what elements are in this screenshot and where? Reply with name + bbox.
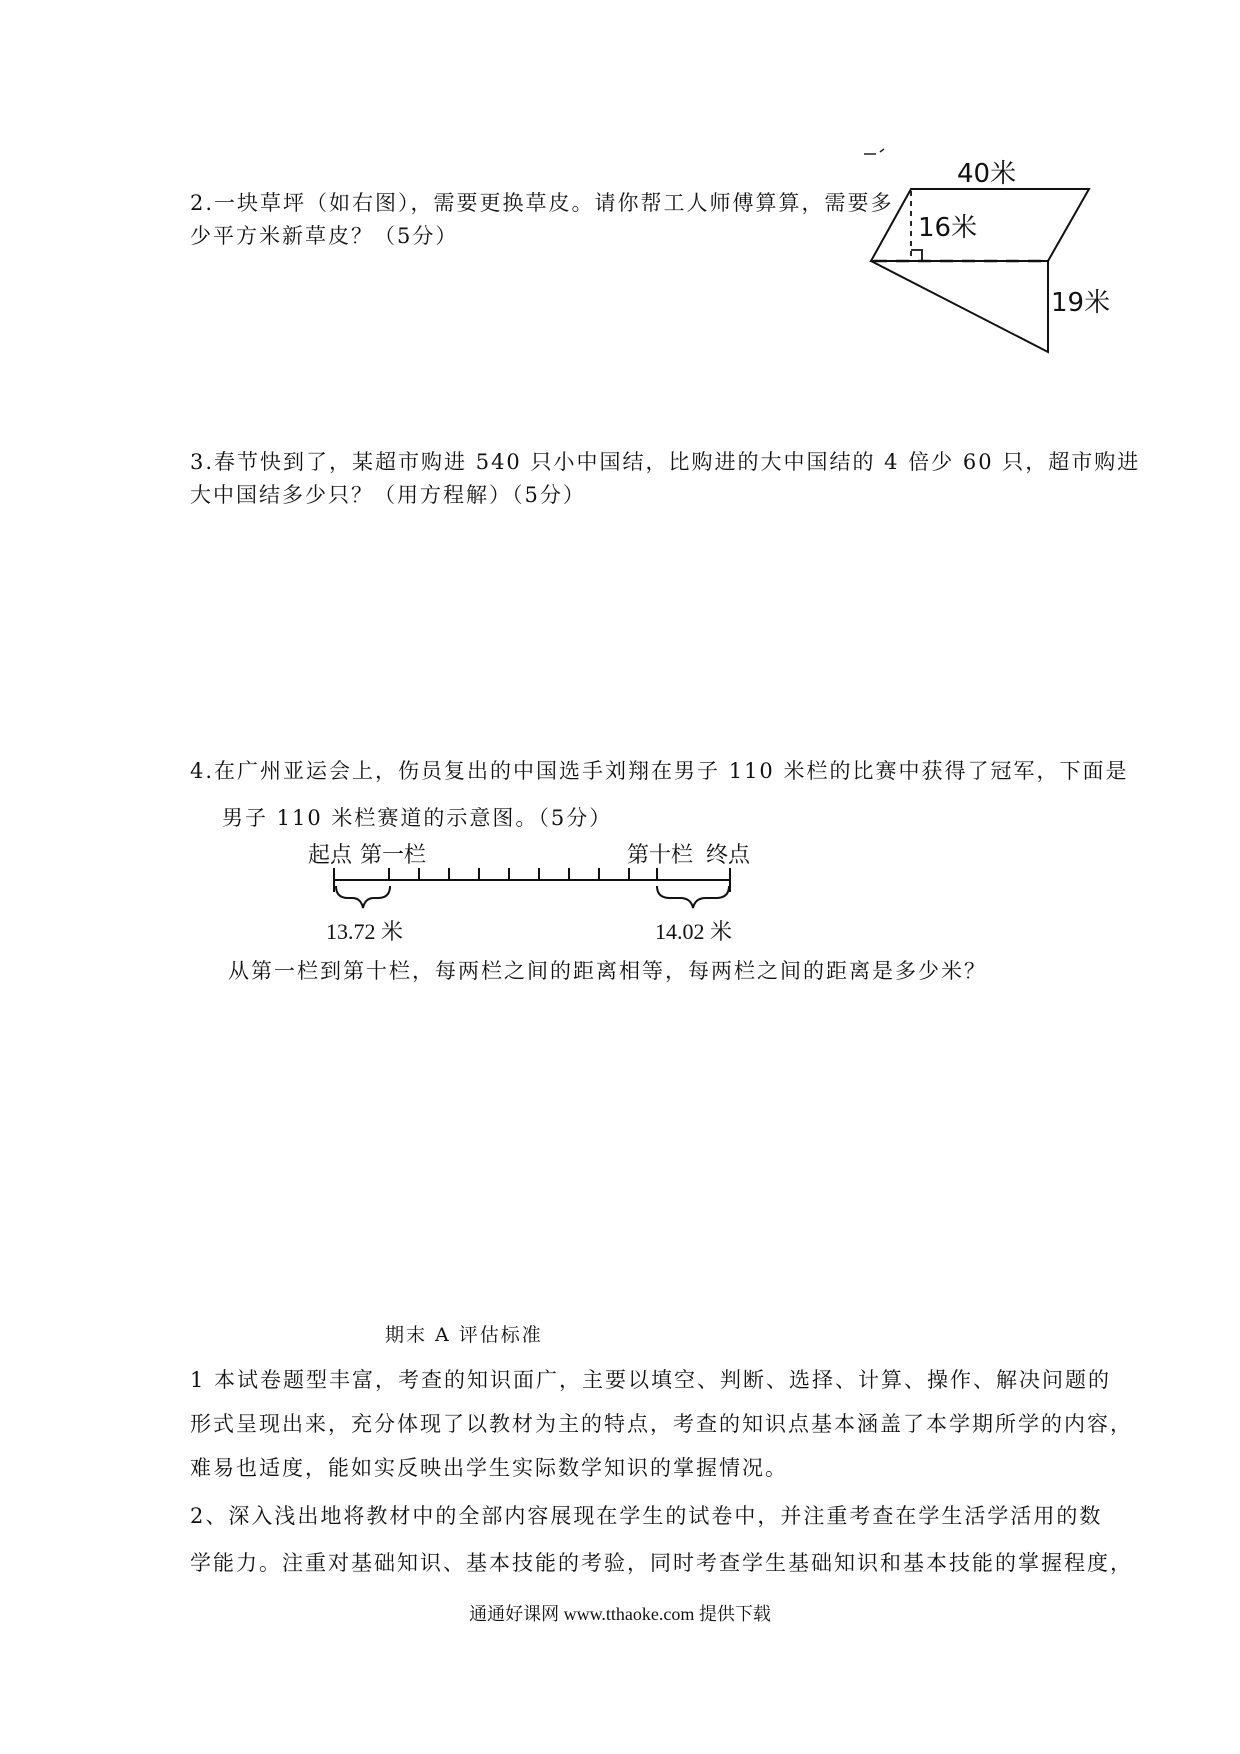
problem-2-line-2: 少平方米新草皮？（5分）: [190, 224, 459, 248]
problem-4-line-1: 4.在广州亚运会上，伤员复出的中国选手刘翔在男子 110 米栏的比赛中获得了冠军，下面是: [190, 759, 1129, 783]
evaluation-title: 期末 A 评估标准: [385, 1324, 543, 1346]
track-right-distance: 14.02 米: [655, 919, 733, 944]
label-19m: 19米: [1051, 288, 1111, 318]
evaluation-line-5: 学能力。注重对基础知识、基本技能的考验，同时考查学生基础知识和基本技能的掌握程度，: [190, 1551, 1133, 1575]
evaluation-line-2: 形式呈现出来，充分体现了以教材为主的特点，考查的知识点基本涵盖了本学期所学的内容，: [190, 1412, 1133, 1436]
problem-3-line-2: 大中国结多少只？（用方程解）（5分）: [190, 483, 586, 507]
track-left-distance: 13.72 米: [326, 919, 404, 944]
right-brace: [657, 886, 729, 908]
label-16m: 16米: [918, 213, 978, 243]
left-brace: [336, 886, 390, 908]
evaluation-line-3: 难易也适度，能如实反映出学生实际数学知识的掌握情况。: [190, 1456, 788, 1480]
label-40m: 40米: [957, 159, 1017, 189]
evaluation-line-4: 2、深入浅出地将教材中的全部内容展现在学生的试卷中，并注重考查在学生活学活用的数: [190, 1504, 1103, 1528]
problem-4-question: 从第一栏到第十栏，每两栏之间的距离相等，每两栏之间的距离是多少米？: [228, 959, 987, 983]
track-tenth-hurdle-label: 第十栏: [627, 842, 694, 867]
problem-2-line-1: 2.一块草坪（如右图），需要更换草皮。请你帮工人师傅算算，需要多: [190, 191, 894, 215]
evaluation-line-1: 1 本试卷题型丰富，考查的知识面广，主要以填空、判断、选择、计算、操作、解决问题的: [190, 1368, 1112, 1392]
problem-4-line-2: 男子 110 米栏赛道的示意图。（5分）: [222, 806, 613, 830]
track-first-hurdle-label: 第一栏: [360, 842, 427, 867]
page-footer: 通通好课网 www.tthaoke.com 提供下载: [469, 1604, 771, 1624]
track-start-label: 起点: [308, 842, 353, 867]
problem-3-line-1: 3.春节快到了，某超市购进 540 只小中国结，比购进的大中国结的 4 倍少 60 只，超市购进: [190, 450, 1141, 474]
track-finish-label: 终点: [706, 842, 751, 867]
